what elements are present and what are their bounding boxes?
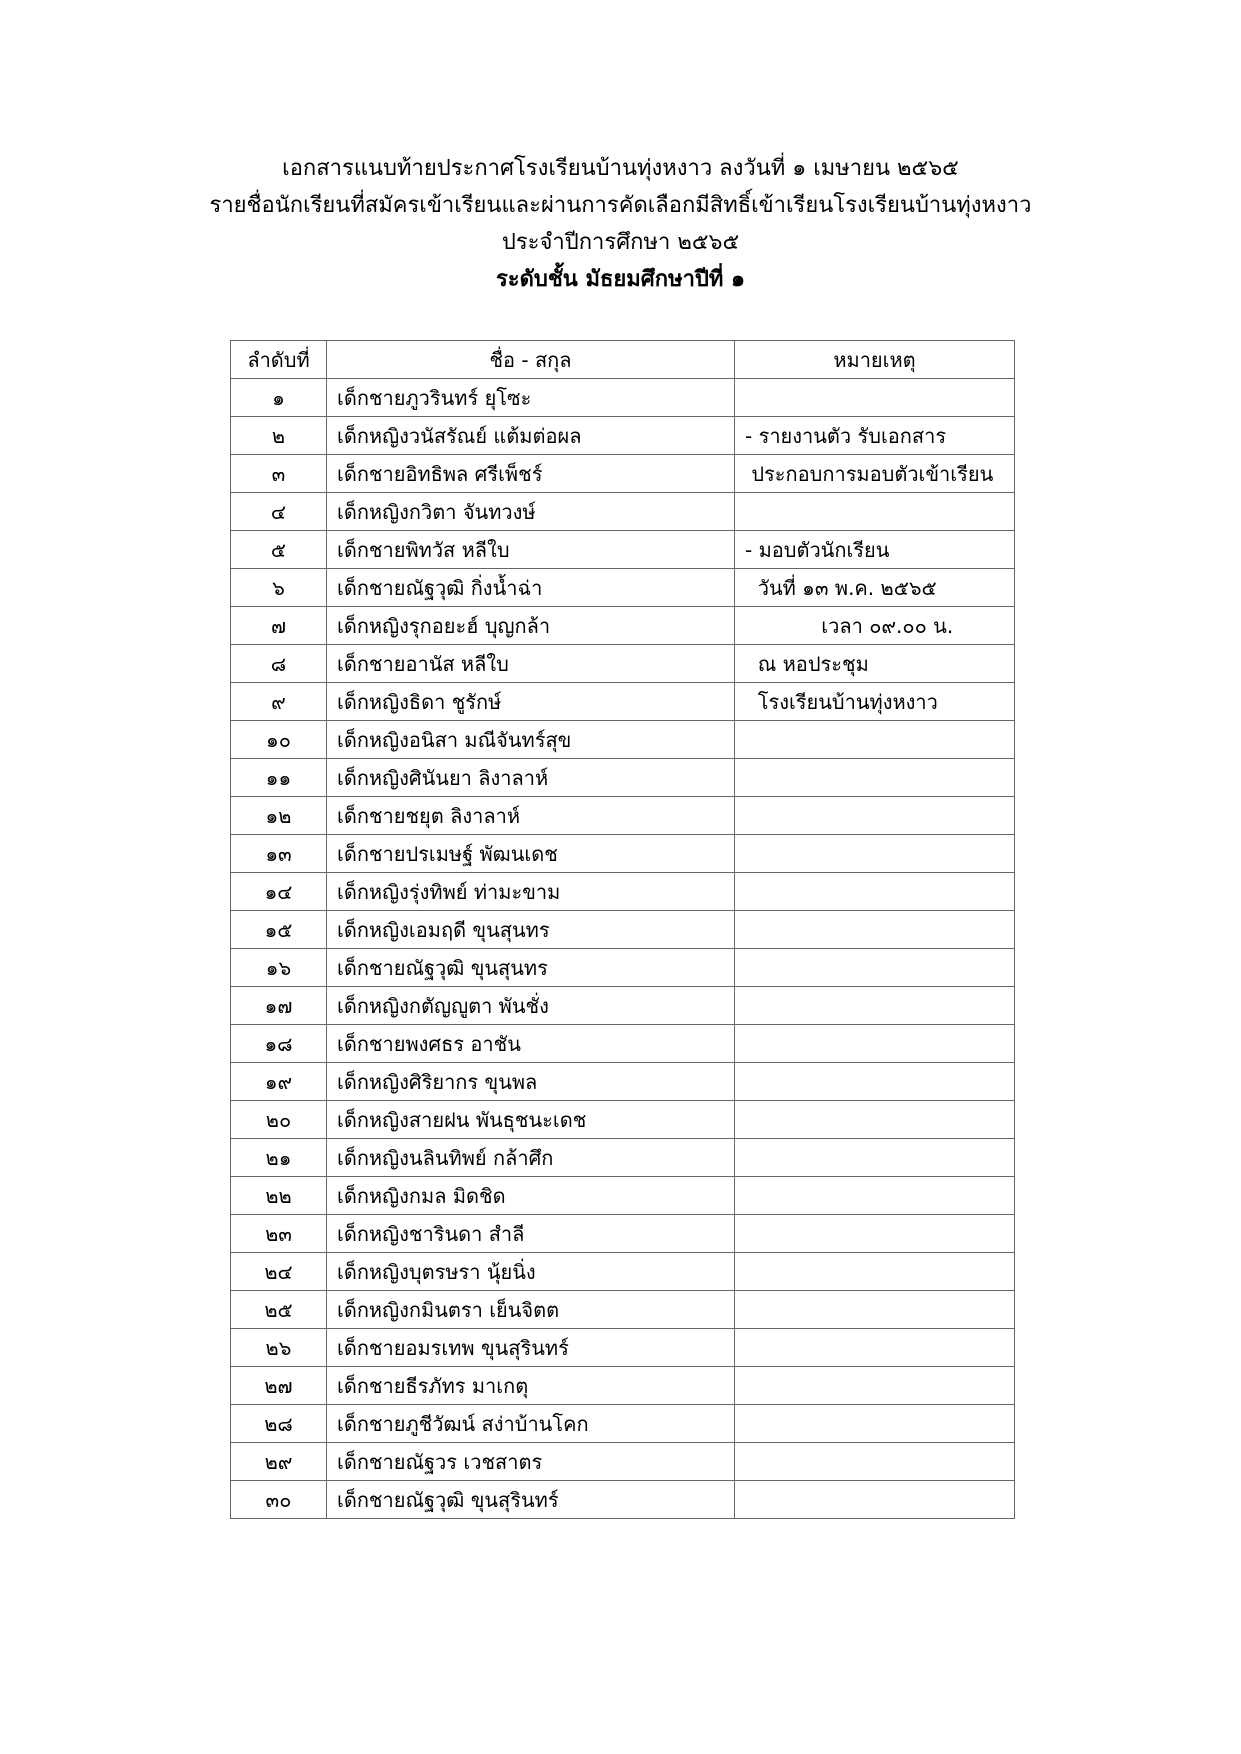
row-number: ๑๖ [231, 949, 327, 987]
row-remark [735, 949, 1015, 987]
row-number: ๒๙ [231, 1443, 327, 1481]
row-number: ๑๐ [231, 721, 327, 759]
student-name: เด็กหญิงศินันยา ลิงาลาห์ [327, 759, 735, 797]
header-academic-year: ประจำปีการศึกษา ๒๕๖๕ [501, 230, 740, 255]
row-number: ๖ [231, 569, 327, 607]
table-row [231, 987, 1015, 1025]
table-row [231, 531, 1015, 569]
column-header-remarks: หมายเหตุ [735, 341, 1015, 379]
row-remark [735, 721, 1015, 759]
student-roster-table [230, 340, 1015, 1519]
student-name: เด็กชายณัฐวุฒิ ขุนสุนทร [327, 949, 735, 987]
student-name: เด็กหญิงกมินตรา เย็นจิตต [327, 1291, 735, 1329]
student-name: เด็กชายณัฐวุฒิ กิ่งน้ำฉ่า [327, 569, 735, 607]
column-header-name: ชื่อ - สกุล [327, 341, 735, 379]
row-number: ๑๕ [231, 911, 327, 949]
row-remark: - รายงานตัว รับเอกสาร [735, 417, 1015, 455]
table-header-row [231, 341, 1015, 379]
student-name: เด็กหญิงศิริยากร ขุนพล [327, 1063, 735, 1101]
row-remark: โรงเรียนบ้านทุ่งหงาว [735, 683, 1015, 721]
student-name: เด็กหญิงอนิสา มณีจันทร์สุข [327, 721, 735, 759]
row-remark [735, 759, 1015, 797]
table-row [231, 873, 1015, 911]
row-number: ๒๑ [231, 1139, 327, 1177]
row-number: ๑๔ [231, 873, 327, 911]
row-remark [735, 1481, 1015, 1519]
row-remark: - มอบตัวนักเรียน [735, 531, 1015, 569]
table-row [231, 1329, 1015, 1367]
student-name: เด็กหญิงนลินทิพย์ กล้าศึก [327, 1139, 735, 1177]
student-name: เด็กหญิงชารินดา สำลี [327, 1215, 735, 1253]
row-number: ๑ [231, 379, 327, 417]
table-row [231, 455, 1015, 493]
row-remark [735, 1291, 1015, 1329]
row-remark [735, 797, 1015, 835]
student-name: เด็กชายธีรภัทร มาเกตุ [327, 1367, 735, 1405]
row-number: ๑๓ [231, 835, 327, 873]
row-number: ๒๐ [231, 1101, 327, 1139]
row-number: ๑๗ [231, 987, 327, 1025]
row-number: ๑๑ [231, 759, 327, 797]
table-row [231, 1101, 1015, 1139]
header-announcement-line: เอกสารแนบท้ายประกาศโรงเรียนบ้านทุ่งหงาว ลงวันที่ ๑ เมษายน ๒๕๖๕ [282, 156, 959, 181]
row-number: ๓ [231, 455, 327, 493]
row-number: ๙ [231, 683, 327, 721]
row-remark: ณ หอประชุม [735, 645, 1015, 683]
row-remark [735, 1215, 1015, 1253]
student-name: เด็กชายอมรเทพ ขุนสุรินทร์ [327, 1329, 735, 1367]
table-row [231, 1063, 1015, 1101]
table-row [231, 1443, 1015, 1481]
table-body [231, 379, 1015, 1519]
student-name: เด็กชายภูวรินทร์ ยุโซะ [327, 379, 735, 417]
document-header [0, 150, 1241, 298]
table-row [231, 1215, 1015, 1253]
student-name: เด็กชายอิทธิพล ศรีเพ็ชร์ [327, 455, 735, 493]
table-row [231, 911, 1015, 949]
student-name: เด็กหญิงเอมฤดี ขุนสุนทร [327, 911, 735, 949]
row-remark [735, 873, 1015, 911]
student-name: เด็กหญิงกวิตา จันทวงษ์ [327, 493, 735, 531]
student-name: เด็กชายปรเมษฐ์ พัฒนเดช [327, 835, 735, 873]
table-row [231, 683, 1015, 721]
table-row [231, 1405, 1015, 1443]
table-row [231, 379, 1015, 417]
row-remark [735, 1367, 1015, 1405]
row-number: ๑๙ [231, 1063, 327, 1101]
student-name: เด็กชายพิทวัส หลีใบ [327, 531, 735, 569]
row-remark [735, 1329, 1015, 1367]
table-row [231, 493, 1015, 531]
student-name: เด็กชายณัฐวร เวชสาตร [327, 1443, 735, 1481]
row-number: ๒๖ [231, 1329, 327, 1367]
row-remark [735, 835, 1015, 873]
row-remark [735, 1177, 1015, 1215]
row-remark: ประกอบการมอบตัวเข้าเรียน [735, 455, 1015, 493]
table-row [231, 759, 1015, 797]
row-number: ๘ [231, 645, 327, 683]
table-row [231, 949, 1015, 987]
row-remark [735, 493, 1015, 531]
row-number: ๑๘ [231, 1025, 327, 1063]
table-row [231, 1253, 1015, 1291]
row-number: ๓๐ [231, 1481, 327, 1519]
student-name: เด็กหญิงสายฝน พันธุชนะเดช [327, 1101, 735, 1139]
row-remark [735, 1025, 1015, 1063]
table-row [231, 721, 1015, 759]
student-name: เด็กหญิงรุกอยะฮ์ บุญกล้า [327, 607, 735, 645]
student-name: เด็กชายพงศธร อาชัน [327, 1025, 735, 1063]
table-row [231, 607, 1015, 645]
row-number: ๒๔ [231, 1253, 327, 1291]
student-name: เด็กหญิงกตัญญูตา พันชั่ง [327, 987, 735, 1025]
row-number: ๒๕ [231, 1291, 327, 1329]
row-remark [735, 379, 1015, 417]
row-remark [735, 1101, 1015, 1139]
table-row [231, 1291, 1015, 1329]
table-row [231, 797, 1015, 835]
row-remark [735, 987, 1015, 1025]
row-number: ๒๓ [231, 1215, 327, 1253]
table-row [231, 1367, 1015, 1405]
row-remark [735, 1443, 1015, 1481]
table-row [231, 1481, 1015, 1519]
table-row [231, 1025, 1015, 1063]
table-row [231, 835, 1015, 873]
table-row [231, 645, 1015, 683]
student-name: เด็กหญิงกมล มิดชิด [327, 1177, 735, 1215]
header-list-description: รายชื่อนักเรียนที่สมัครเข้าเรียนและผ่านการคัดเลือกมีสิทธิ์เข้าเรียนโรงเรียนบ้านทุ่งหงาว [209, 193, 1032, 218]
table-row [231, 1139, 1015, 1177]
student-name: เด็กหญิงวนัสรัณย์ แต้มต่อผล [327, 417, 735, 455]
student-name: เด็กชายภูชีวัฒน์ สง่าบ้านโคก [327, 1405, 735, 1443]
table-row [231, 417, 1015, 455]
row-remark [735, 1139, 1015, 1177]
student-name: เด็กชายอานัส หลีใบ [327, 645, 735, 683]
row-remark [735, 1405, 1015, 1443]
student-name: เด็กหญิงรุ่งทิพย์ ท่ามะขาม [327, 873, 735, 911]
student-name: เด็กชายชยุต ลิงาลาห์ [327, 797, 735, 835]
row-number: ๑๒ [231, 797, 327, 835]
row-remark [735, 911, 1015, 949]
column-header-number: ลำดับที่ [231, 341, 327, 379]
header-grade-level: ระดับชั้น มัธยมศึกษาปีที่ ๑ [495, 267, 746, 292]
row-number: ๗ [231, 607, 327, 645]
row-number: ๒ [231, 417, 327, 455]
row-number: ๒๒ [231, 1177, 327, 1215]
table-row [231, 1177, 1015, 1215]
row-number: ๕ [231, 531, 327, 569]
row-remark: เวลา ๐๙.๐๐ น. [735, 607, 1015, 645]
row-remark: วันที่ ๑๓ พ.ค. ๒๕๖๕ [735, 569, 1015, 607]
row-remark [735, 1253, 1015, 1291]
row-number: ๒๗ [231, 1367, 327, 1405]
row-number: ๒๘ [231, 1405, 327, 1443]
row-number: ๔ [231, 493, 327, 531]
student-name: เด็กชายณัฐวุฒิ ขุนสุรินทร์ [327, 1481, 735, 1519]
student-name: เด็กหญิงบุตรษรา นุ้ยนิ่ง [327, 1253, 735, 1291]
row-remark [735, 1063, 1015, 1101]
table-row [231, 569, 1015, 607]
student-name: เด็กหญิงธิดา ชูรักษ์ [327, 683, 735, 721]
